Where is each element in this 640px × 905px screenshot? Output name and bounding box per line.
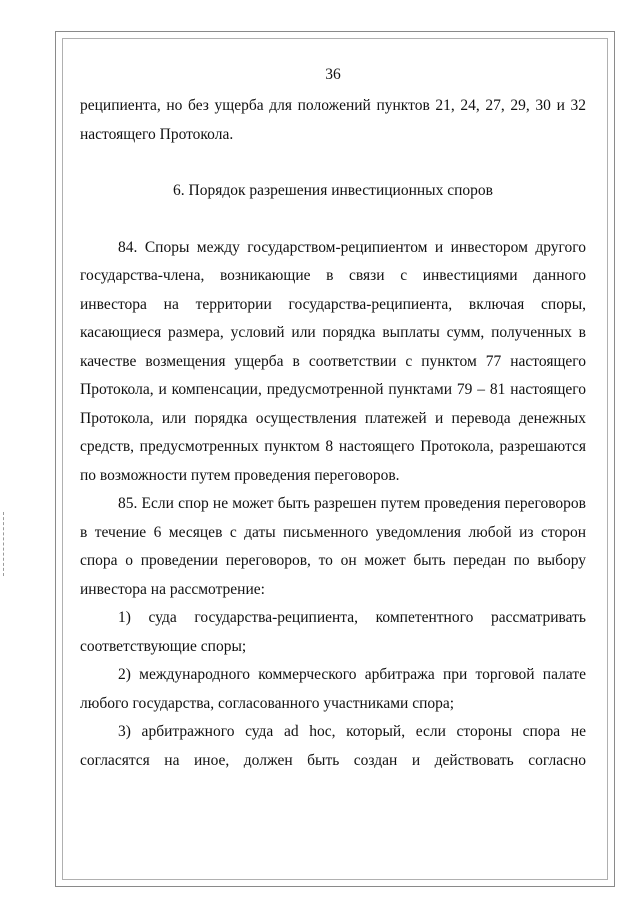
page-number: 36	[325, 66, 341, 83]
list-item-1: 1) суда государства-реципиента, компетентного рассматривать соответствующие споры;	[80, 609, 586, 655]
list-item-2: 2) международного коммерческого арбитража при торговой палате любого государства, согласованного участниками спора;	[80, 666, 586, 712]
paragraph-intro: реципиента, но без ущерба для положений пунктов 21, 24, 27, 29, 30 и 32 настоящего Протокола.	[80, 97, 586, 143]
document-body	[80, 58, 586, 775]
paragraph-85: 85. Если спор не может быть разрешен путем проведения переговоров в течение 6 месяцев с даты письменного уведомления любой из сторон спора о проведении переговоров, то он может быть передан по выбору инвестора на рассмотрение:	[80, 495, 586, 598]
section-heading: 6. Порядок разрешения инвестиционных споров	[173, 182, 493, 199]
margin-mark	[3, 512, 6, 576]
list-item-3: 3) арбитражного суда ad hoc, который, если стороны спора не согласятся на иное, должен быть создан и действовать согласно	[80, 723, 586, 769]
paragraph-84: 84. Споры между государством-реципиентом и инвестором другого государства-члена, возникающие в связи с инвестициями данного инвестора на территории государства-реципиента, включая споры, касающиеся размера, условий или порядка выплаты сумм, полученных в качестве возмещения ущерба в соответствии с пунктом 77 настоящего Протокола, и компенсации, предусмотренной пунктами 79 – 81 настоящего Протокола, или порядка осуществления платежей и перевода денежных средств, предусмотренных пунктом 8 настоящего Протокола, разрешаются по возможности путем проведения переговоров.	[80, 238, 586, 484]
